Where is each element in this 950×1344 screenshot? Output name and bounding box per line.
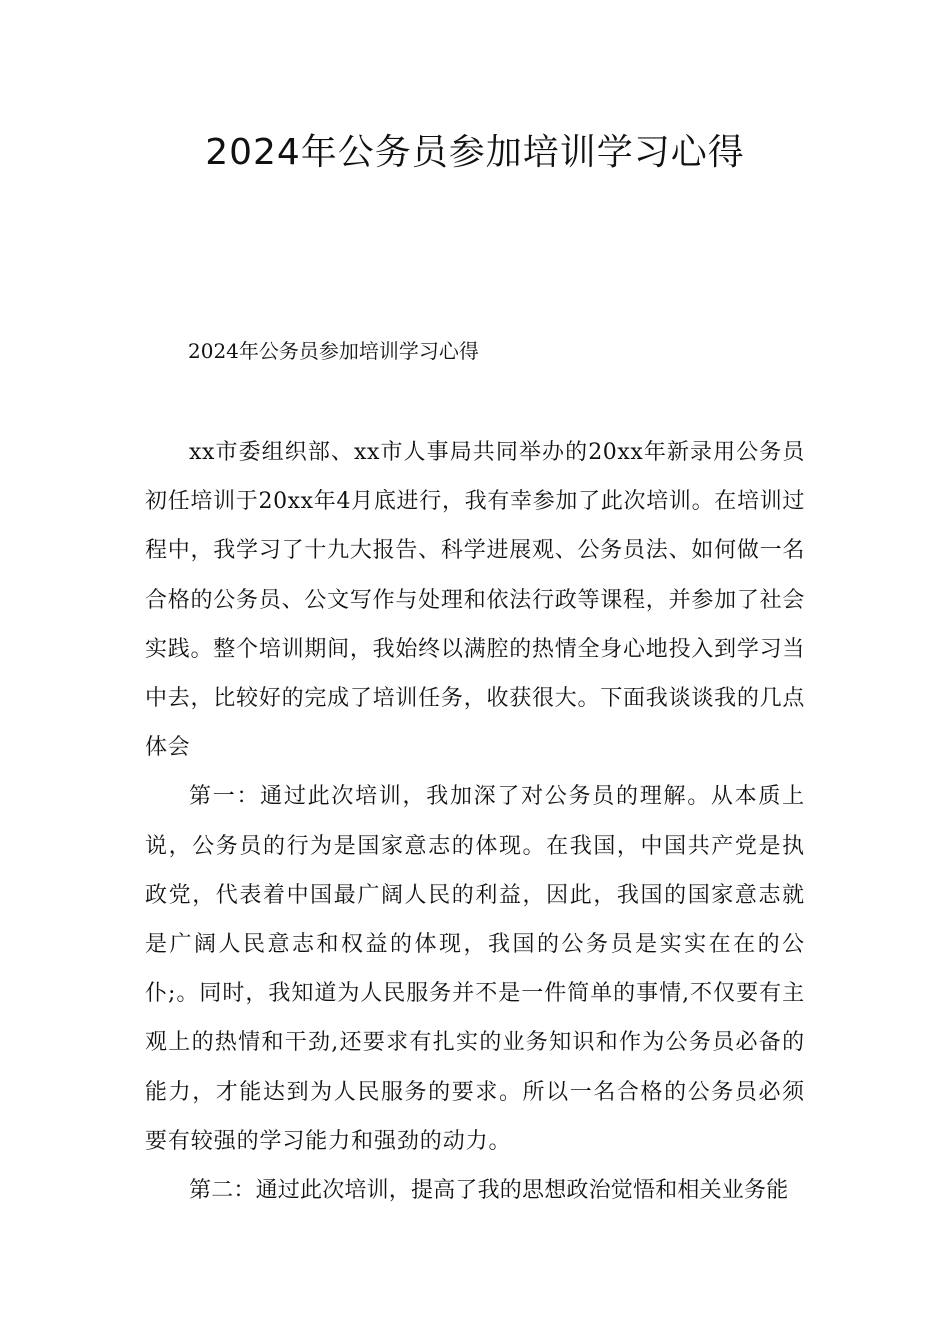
paragraph-first-point: 第一：通过此次培训，我加深了对公务员的理解。从本质上说，公务员的行为是国家意志的体现。在我国，中国共产党是执政党，代表着中国最广阔人民的利益，因此，我国的国家意志就是广阔人民意志和权益的体现，我国的公务员是实实在在的公仆;。同时，我知道为人民服务并不是一件简单的事情,不仅要有主观上的热情和干劲,还要求有扎实的业务知识和作为公务员必备的能力，才能达到为人民服务的要求。所以一名合格的公务员必须要有较强的学习能力和强劲的动力。: [145, 784, 805, 1154]
paragraph-second-point: 第二：通过此次培训，提高了我的思想政治觉悟和相关业务能: [189, 1178, 789, 1204]
document-body: [145, 428, 805, 1215]
paragraph-intro: xx市委组织部、xx市人事局共同举办的20xx年新录用公务员初任培训于20xx年4月底进行，我有幸参加了此次培训。在培训过程中，我学习了十九大报告、科学进展观、公务员法、如何做一名合格的公务员、公文写作与处理和依法行政等课程，并参加了社会实践。整个培训期间，我始终以满腔的热情全身心地投入到学习当中去，比较好的完成了培训任务，收获很大。下面我谈谈我的几点体会: [145, 440, 805, 761]
document-title: 2024年公务员参加培训学习心得: [205, 132, 745, 173]
document-subtitle: 2024年公务员参加培训学习心得: [188, 339, 479, 363]
